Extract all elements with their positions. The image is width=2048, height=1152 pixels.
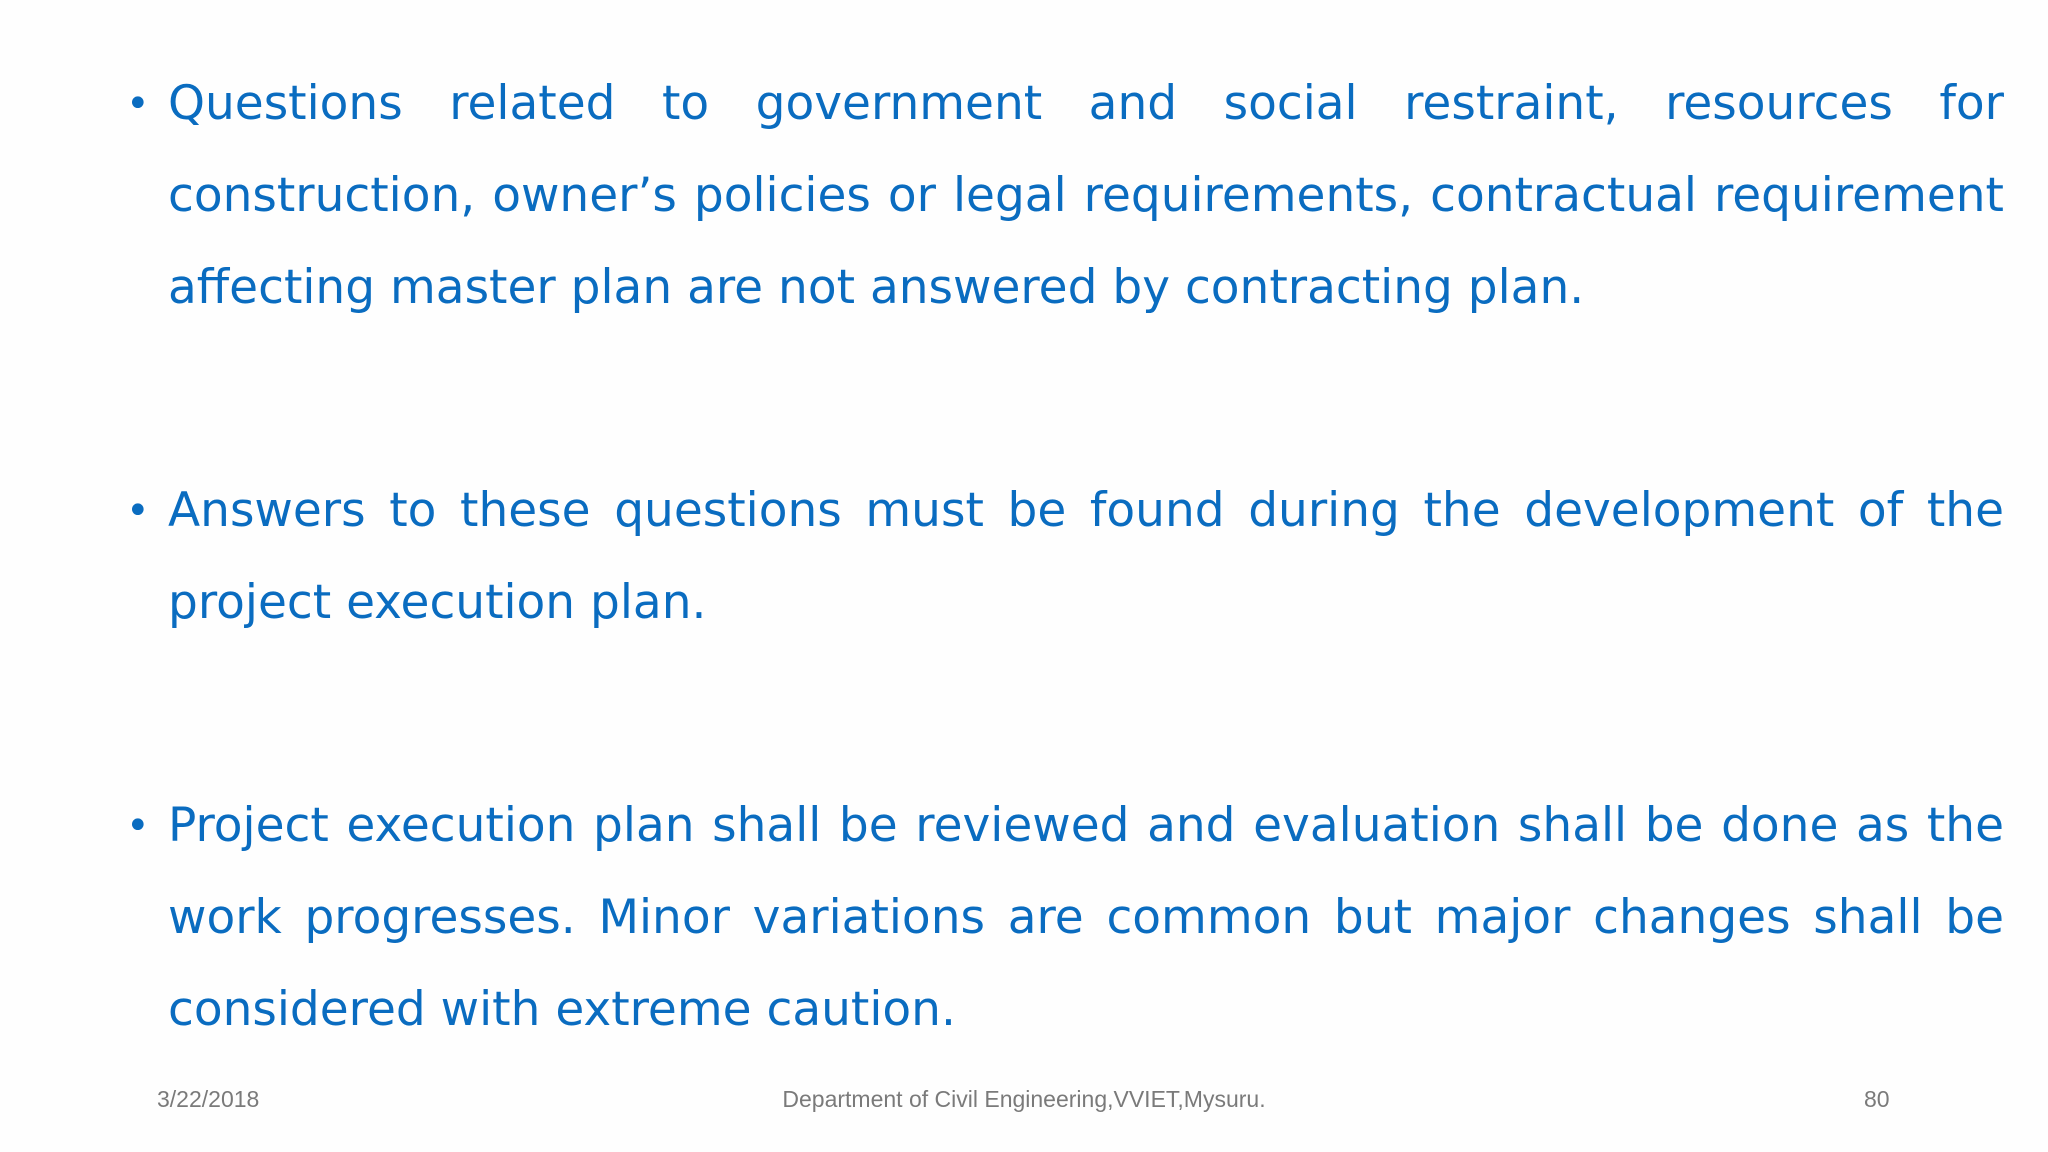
bullet-item: [126, 58, 2004, 334]
footer-department: Department of Civil Engineering,VVIET,Mysuru.: [782, 1086, 1266, 1112]
bullet-item: [126, 465, 2004, 649]
bullet-item: [126, 780, 2004, 1056]
bullet-text: Answers to these questions must be found during the development of the project execution plan.: [168, 483, 2004, 630]
footer-date: 3/22/2018: [157, 1086, 260, 1112]
bullet-icon: •: [126, 81, 150, 127]
bullet-icon: •: [126, 488, 150, 534]
bullet-text: Questions related to government and social restraint, resources for construction, owner’s policies or legal requirements, contractual requirement affecting master plan are not answered by contracting plan.: [168, 76, 2004, 315]
footer-page-number: 80: [1864, 1086, 1890, 1112]
bullet-list: [126, 58, 2004, 1056]
bullet-icon: •: [126, 803, 150, 849]
bullet-text: Project execution plan shall be reviewed and evaluation shall be done as the work progresses. Minor variations are common but major changes shall be considered with extreme caution.: [168, 798, 2004, 1037]
